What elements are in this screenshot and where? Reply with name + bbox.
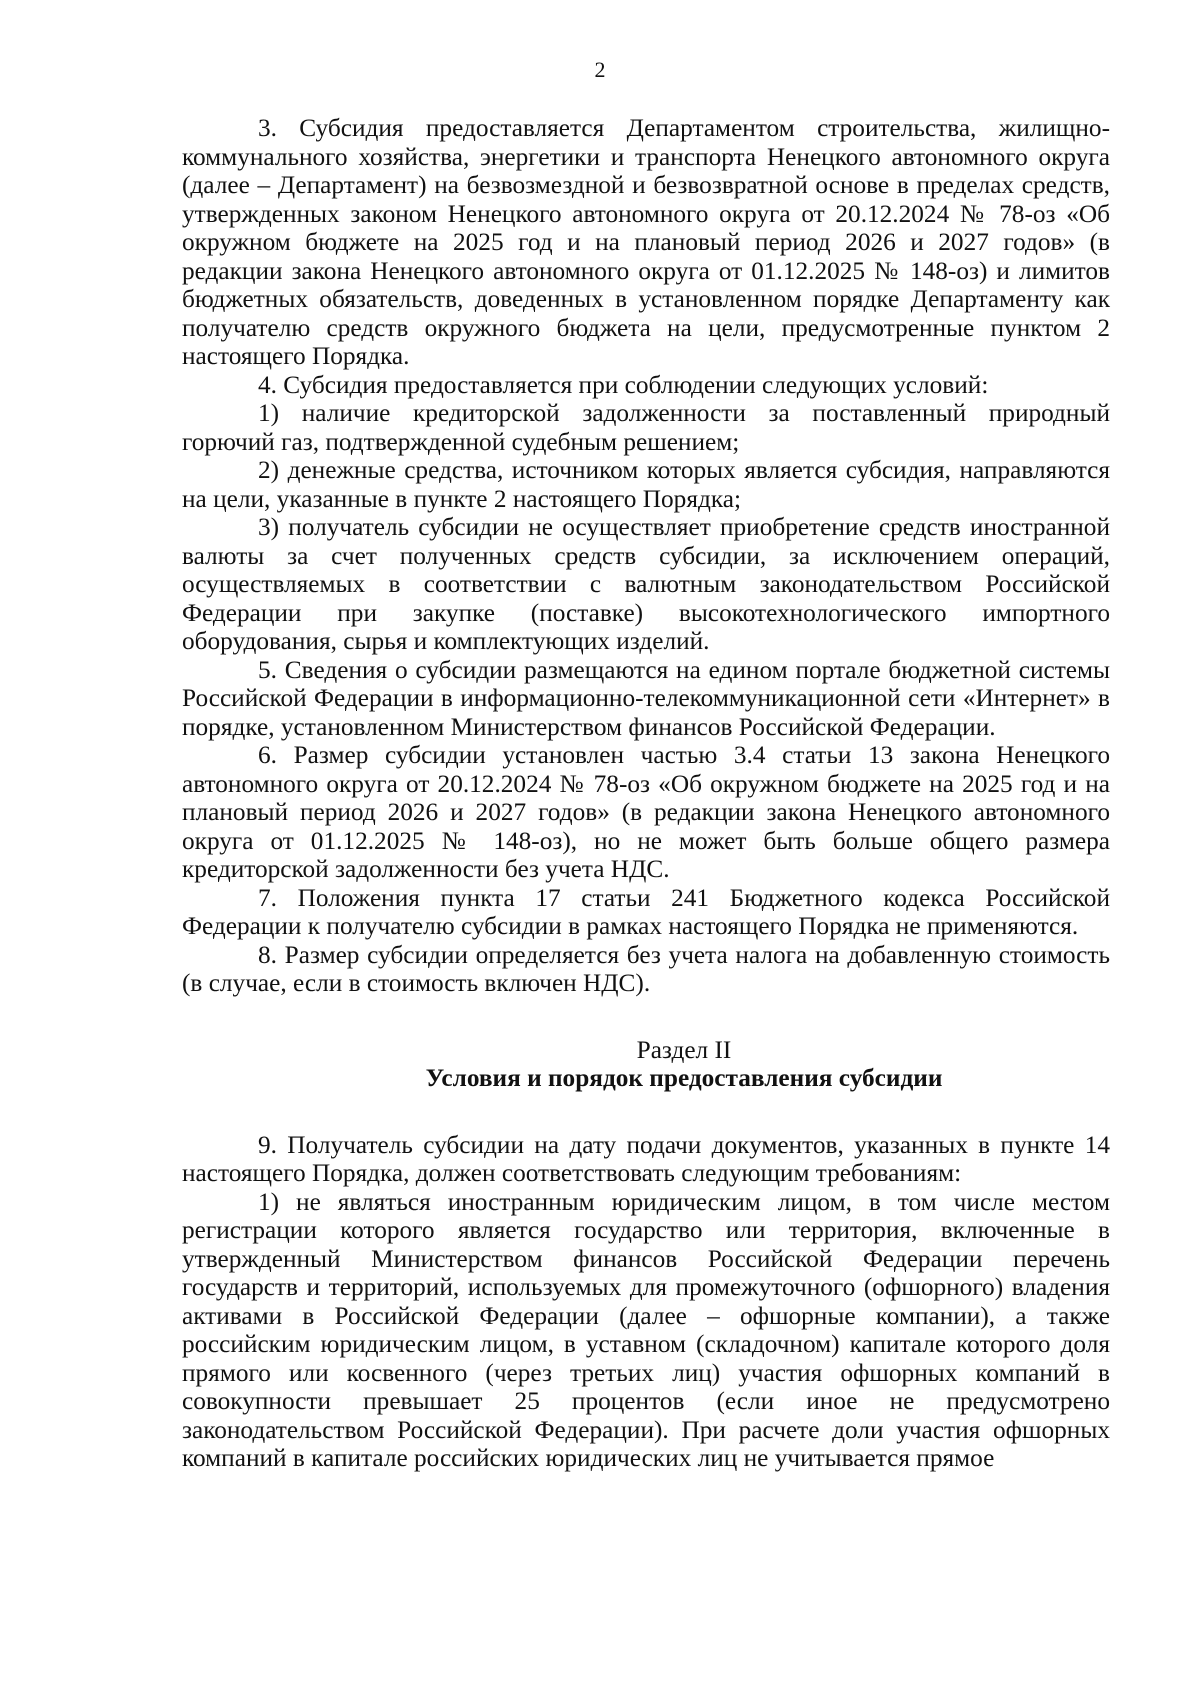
paragraph-4-item-2: 2) денежные средства, источником которых является субсидия, направляются на цели, указанные в пункте 2 настоящего Порядка;: [182, 456, 1110, 513]
paragraphs-after-section: [182, 1131, 1110, 1473]
section-heading: [182, 1036, 1110, 1093]
paragraphs-before-section: [182, 114, 1110, 998]
page-number: 2: [594, 57, 606, 82]
paragraph-7: 7. Положения пункта 17 статьи 241 Бюджетного кодекса Российской Федерации к получателю субсидии в рамках настоящего Порядка не применяются.: [182, 883, 1110, 940]
paragraph-4-item-3: 3) получатель субсидии не осуществляет приобретение средств иностранной валюты за счет полученных средств субсидии, за исключением операций, осуществляемых в соответствии с валютным законодательством Российской Федерации при закупке (поставке) высокотехнологического импортного оборудования, сырья и комплектующих изделий.: [182, 513, 1110, 655]
paragraph-4-item-1: 1) наличие кредиторской задолженности за поставленный природный горючий газ, подтвержденной судебным решением;: [182, 399, 1110, 456]
paragraph-6: 6. Размер субсидии установлен частью 3.4 статьи 13 закона Ненецкого автономного округа от 20.12.2024 № 78-оз «Об окружном бюджете на 2025 год и на плановый период 2026 и 2027 годов» (в редакции закона Ненецкого автономного округа от 01.12.2025 № 148-оз), но не может быть больше общего размера кредиторской задолженности без учета НДС.: [182, 741, 1110, 883]
paragraph-8: 8. Размер субсидии определяется без учета налога на добавленную стоимость (в случае, если в стоимость включен НДС).: [182, 940, 1110, 997]
section-title: Условия и порядок предоставления субсидии: [425, 1064, 943, 1092]
section-label: Раздел II: [636, 1035, 732, 1064]
document-body: [182, 114, 1110, 1473]
paragraph-9: 9. Получатель субсидии на дату подачи документов, указанных в пункте 14 настоящего Порядка, должен соответствовать следующим требованиям:: [182, 1130, 1110, 1187]
paragraph-5: 5. Сведения о субсидии размещаются на едином портале бюджетной системы Российской Федерации в информационно-телекоммуникационной сети «Интернет» в порядке, установленном Министерством финансов Российской Федерации.: [182, 655, 1110, 741]
paragraph-9-item-1: 1) не являться иностранным юридическим лицом, в том числе местом регистрации которого является государство или территория, включенные в утвержденный Министерством финансов Российской Федерации перечень государств и территорий, используемых для промежуточного (офшорного) владения активами в Российской Федерации (далее – офшорные компании), а также российским юридическим лицом, в уставном (складочном) капитале которого доля прямого или косвенного (через третьих лиц) участия офшорных компаний в совокупности превышает 25 процентов (если иное не предусмотрено законодательством Российской Федерации). При расчете доли участия офшорных компаний в капитале российских юридических лиц не учитывается прямое: [182, 1187, 1110, 1472]
paragraph-3: 3. Субсидия предоставляется Департаментом строительства, жилищно-коммунального хозяйства, энергетики и транспорта Ненецкого автономного округа (далее – Департамент) на безвозмездной и безвозвратной основе в пределах средств, утвержденных законом Ненецкого автономного округа от 20.12.2024 № 78-оз «Об окружном бюджете на 2025 год и на плановый период 2026 и 2027 годов» (в редакции закона Ненецкого автономного округа от 01.12.2025 № 148-оз) и лимитов бюджетных обязательств, доведенных в установленном порядке Департаменту как получателю средств окружного бюджета на цели, предусмотренные пунктом 2 настоящего Порядка.: [182, 114, 1110, 370]
paragraph-4: 4. Субсидия предоставляется при соблюдении следующих условий:: [258, 370, 989, 399]
